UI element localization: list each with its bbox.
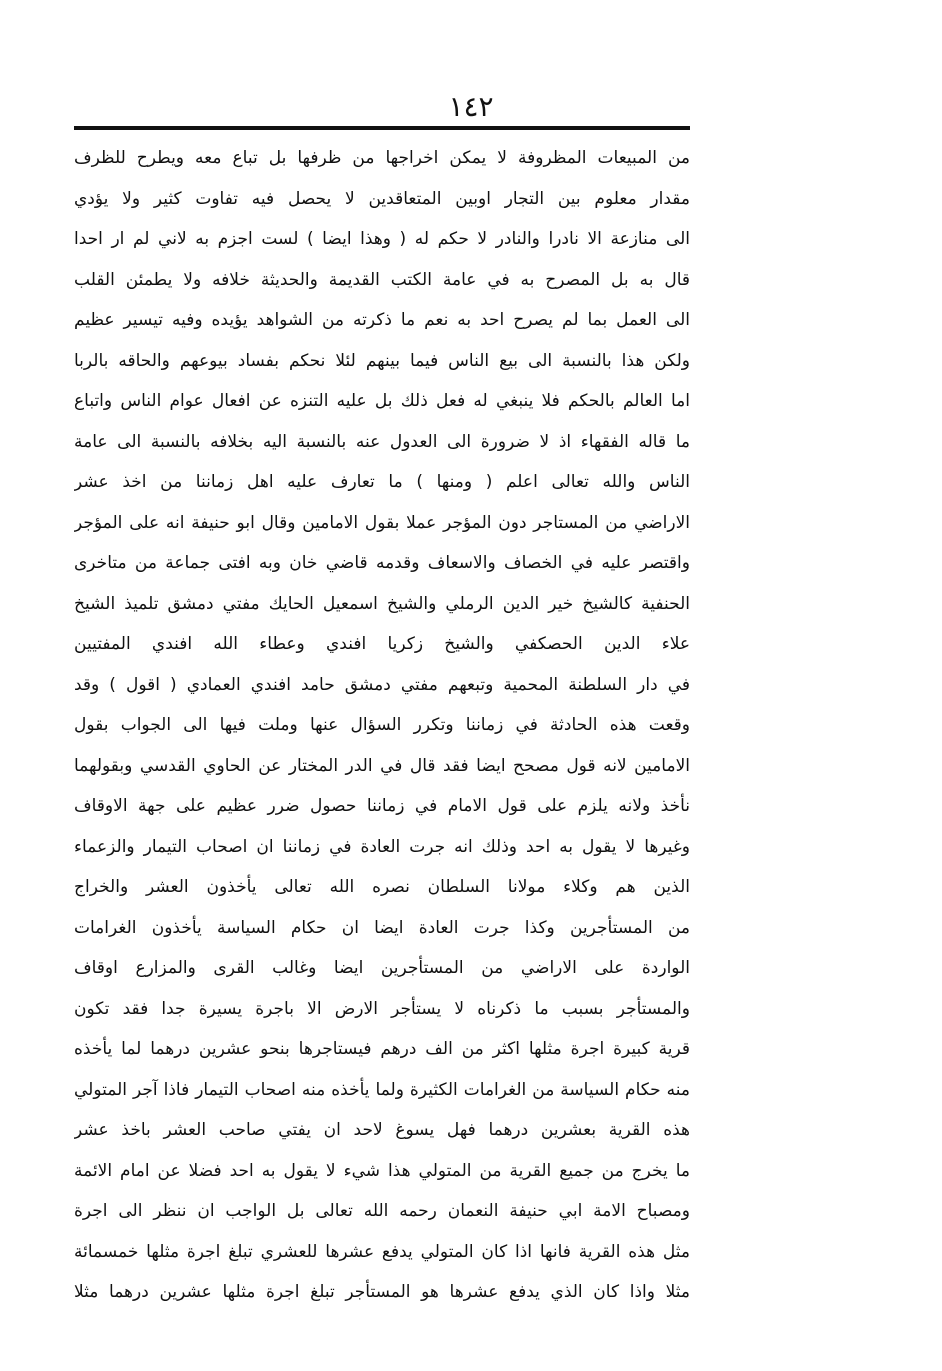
text-line: ولكن هذا بالنسبة الى بيع الناس فيما بينهم لئلا نحكم بفساد بيوعهم والحاقه بالربا (74, 350, 690, 371)
text-line: وغيرها لا يقول به احد وذلك انه جرت العادة في زماننا ان اصحاب التيمار والزعماء (74, 836, 690, 857)
text-line: واقتصر عليه في الخصاف والاسعاف وقدمه قاضي خان وبه افتى جماعة من متاخرى (74, 553, 690, 573)
text-line: قال به بل المصرح به في عامة الكتب القديمة والحديثة خلافه ولا يطمئن القلب (74, 269, 690, 290)
text-line: مقدار معلوم بين التجار اوبين المتعاقدين لا يحصل فيه تفاوت كثير ولا يؤدي (74, 188, 690, 209)
text-line: ما قاله الفقهاء اذ لا ضرورة الى العدول عنه بالنسبة اليه بخلافه بالنسبة الى عامة (74, 431, 690, 452)
text-line: علاء الدين الحصكفي والشيخ زكريا افندي وعطاء الله افندي المفتيين (74, 634, 690, 654)
text-line: الحنفية كالشيخ خير الدين الرملي والشيخ اسمعيل الحايك مفتي دمشق تلميذ الشيخ (74, 593, 690, 614)
text-line: قرية كبيرة اجرة مثلها اكثر من الف درهم فيستاجرها بنحو عشرين درهما لما يأخذه (74, 1039, 690, 1059)
text-line: الى العمل بما لم يصرح احد به نعم ما ذكرته من الشواهد يؤيده وفيه تيسير عظيم (74, 310, 690, 330)
text-line: والمستأجر بسبب ما ذكرناه لا يستأجر الارض الا باجرة يسيرة جدا فقد تكون (74, 998, 690, 1019)
body-text (74, 138, 690, 1313)
text-line: الذين هم وكلاء مولانا السلطان نصره الله تعالى يأخذون العشر والخراج (74, 877, 690, 897)
text-line: الامامين لانه قول مصحح ايضا فقد قال في الدر المختار عن الحاوي القدسي وبقولهما (74, 755, 690, 776)
text-line: مثلا واذا كان الذي يدفع عشرها هو المستأجر تبلغ اجرة مثلها عشرين درهما مثلا (74, 1282, 690, 1302)
page-number: ١٤٢ (448, 90, 494, 123)
text-line: الى منازعة الا نادرا والنادر لا حكم له ( وهذا ايضا ) لست اجزم به لاني لم ار احدا (74, 229, 690, 249)
text-line: من المستأجرين وكذا جرت العادة ايضا ان حكام السياسة يأخذون الغرامات (74, 917, 690, 938)
text-line: منه حكام السياسة من الغرامات الكثيرة ولما يأخذه منه اصحاب التيمار فاذا آجر المتولي (74, 1079, 690, 1100)
text-line: في دار السلطنة المحمية وتبعهم مفتي دمشق حامد افندي العمادي ( اقول ) وقد (74, 674, 690, 695)
text-line: نأخذ ولانه يلزم على قول الامام في زماننا حصول ضرر عظيم على جهة الاوقاف (74, 796, 690, 816)
text-line: من المبيعات المظروفة لا يمكن اخراجها من ظرفها بل تباع معه ويطرح للظرف (74, 148, 690, 168)
text-line: مثل هذه القرية فانها اذا كان المتولي يدفع عشرها للعشري تبلغ اجرة مثلها خمسمائة (74, 1241, 690, 1262)
text-line: ومصباح الامة ابي حنيفة النعمان رحمه الله تعالى بل الواجب ان ننظر الى اجرة (74, 1201, 690, 1221)
text-line: هذه القرية بعشرين درهما فهل يسوغ لاحد ان يفتي صاحب العشر باخذ عشر (74, 1120, 690, 1140)
text-line: الناس والله تعالى اعلم ( ومنها ) ما تعارف عليه اهل زماننا من اخذ عشر (74, 472, 690, 492)
text-line: الاراضي من المستاجر دون المؤجر عملا بقول الامامين وقال ابو حنيفة انه على المؤجر (74, 512, 690, 533)
header-rule (74, 126, 690, 130)
text-line: اما العالم بالحكم فلا ينبغي له فعل ذلك بل عليه التنزه عن افعال عوام الناس واتباع (74, 391, 690, 411)
text-line: الواردة على الاراضي من المستأجرين ايضا وغالب القرى والمزارع اوقاف (74, 958, 690, 978)
text-line: وقعت هذه الحادثة في زماننا وتكرر السؤال عنها وملت فيها الى الجواب بقول (74, 715, 690, 735)
text-line: ما يخرج من جميع القرية من المتولي هذا شيء لا يقول به احد فضلا عن امام الائمة (74, 1160, 690, 1181)
